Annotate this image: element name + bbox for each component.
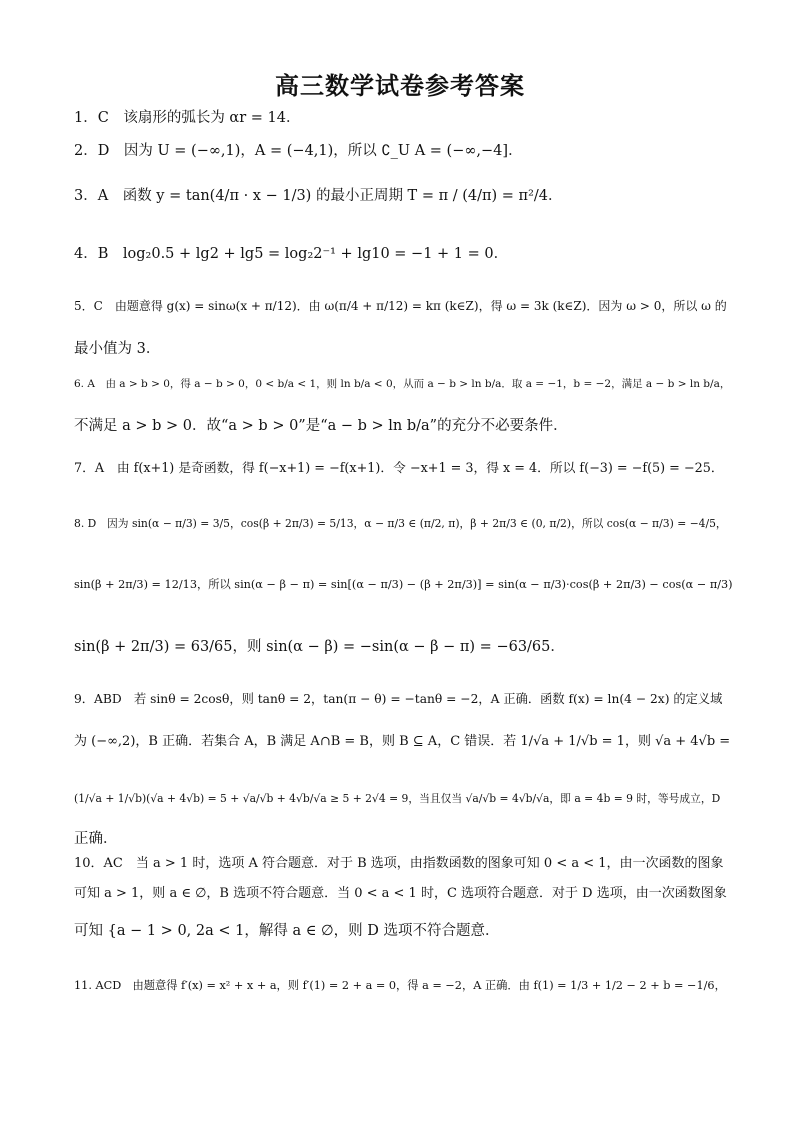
answer-line-5-cont: 最小值为 3． [74,341,161,357]
answer-line-3: 3．A 函数 y = tan(4/π · x − 1/3) 的最小正周期 T = π / (4/π) = π²/4． [74,188,563,204]
answer-line-9-cont-2: (1/√a + 1/√b)(√a + 4√b) = 5 + √a/√b + 4√b/√a ≥ 5 + 2√4 = 9，当且仅当 √a/√b = 4√b/√a，即 a = 4b = 9 时，等号成立，D [74,792,721,805]
answer-line-8: 8. D 因为 sin(α − π/3) = 3/5，cos(β + 2π/3) = 5/13，α − π/3 ∈ (π/2, π)，β + 2π/3 ∈ (0, π/2)，所以 cos(α − π/3) = −4/5， [74,517,727,530]
answer-line-11: 11. ACD 由题意得 f′(x) = x² + x + a，则 f′(1) = 2 + a = 0，得 a = −2，A 正确．由 f(1) = 1/3 + 1/2 − 2 + b = −1/6， [74,979,726,992]
page-title: 高三数学试卷参考答案 [275,72,525,100]
answer-line-10-cont-2: 可知 {a − 1 > 0, 2a < 1，解得 a ∈ ∅，则 D 选项不符合题意． [74,923,500,939]
answer-line-6-cont: 不满足 a > b > 0．故“a > b > 0”是“a − b > ln b/a”的充分不必要条件． [74,418,568,434]
answer-line-10-cont-1: 可知 a > 1，则 a ∈ ∅，B 选项不符合题意．当 0 < a < 1 时，C 选项符合题意．对于 D 选项，由一次函数图象 [74,886,727,901]
answer-line-1: 1．C 该扇形的弧长为 αr = 14． [74,110,301,126]
answer-line-4: 4．B log₂0.5 + lg2 + lg5 = log₂2⁻¹ + lg10 = −1 + 1 = 0． [74,246,509,262]
answer-line-8-cont-2: sin(β + 2π/3) = 63/65，则 sin(α − β) = −sin(α − β − π) = −63/65． [74,639,565,655]
answer-line-2: 2．D 因为 U = (−∞,1)，A = (−4,1)，所以 ∁_U A = (−∞,−4]． [74,143,523,159]
answer-line-9-cont-3: 正确． [74,831,118,847]
answer-line-8-cont-1: sin(β + 2π/3) = 12/13，所以 sin(α − β − π) = sin[(α − π/3) − (β + 2π/3)] = sin(α − π/3)·cos(β + 2π/3) − cos(α − π/3) [74,578,733,591]
answer-line-9-cont-1: 为 (−∞,2)，B 正确．若集合 A，B 满足 A∩B = B，则 B ⊆ A，C 错误．若 1/√a + 1/√b = 1，则 √a + 4√b = [74,734,731,749]
answer-line-10: 10．AC 当 a > 1 时，选项 A 符合题意．对于 B 选项，由指数函数的图象可知 0 < a < 1，由一次函数的图象 [74,856,724,871]
answer-line-5: 5．C 由题意得 g(x) = sinω(x + π/12)．由 ω(π/4 + π/12) = kπ (k∈Z)，得 ω = 3k (k∈Z)．因为 ω > 0，所以 ω 的 [74,299,727,313]
answer-line-7: 7．A 由 f(x+1) 是奇函数，得 f(−x+1) = −f(x+1)．令 −x+1 = 3，得 x = 4．所以 f(−3) = −f(5) = −25． [74,461,724,476]
answer-line-9: 9．ABD 若 sinθ = 2cosθ，则 tanθ = 2，tan(π − θ) = −tanθ = −2，A 正确．函数 f(x) = ln(4 − 2x) 的定义域 [74,692,723,706]
answer-line-6: 6. A 由 a > b > 0，得 a − b > 0，0 < b/a < 1，则 ln b/a < 0，从而 a − b > ln b/a．取 a = −1，b = −2，满足 a − b > ln b/a， [74,378,731,390]
